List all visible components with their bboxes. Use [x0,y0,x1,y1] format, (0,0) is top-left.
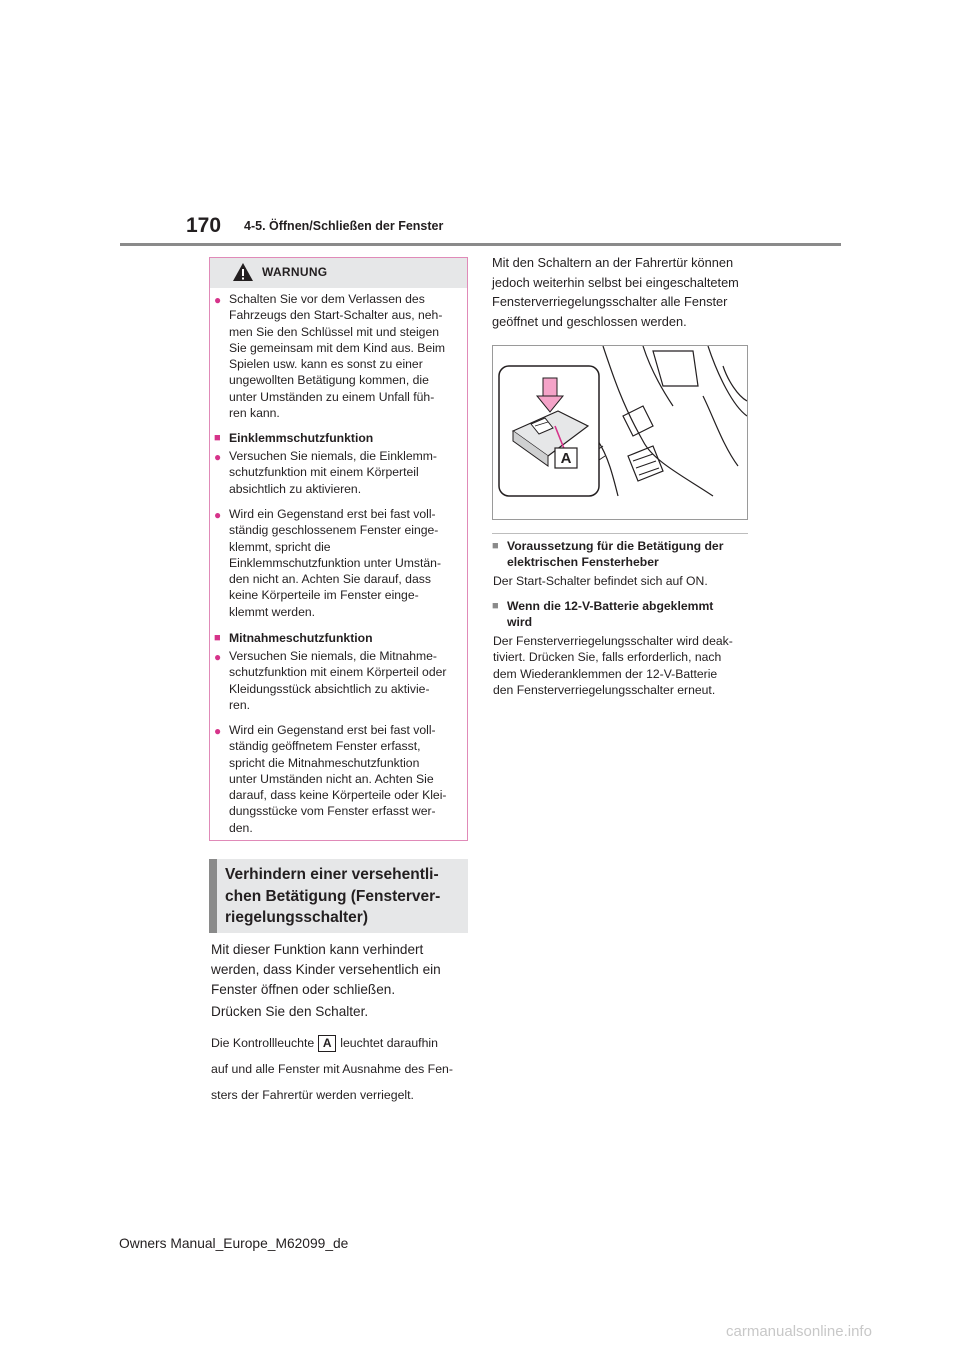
warning-bullet-2: ● Versuchen Sie niemals, die Einklemm- schutzfunktion mit einem Körperteil absichtlich zu aktivieren. [214,449,437,496]
bullet-dot-icon: ● [214,450,222,464]
section-title: 4-5. Öffnen/Schließen der Fenster [244,219,444,233]
paragraph-driver-switches: Mit den Schaltern an der Fahrertür können jedoch weiterhin selbst bei eingeschaltetem Fensterverriegelungsschalter alle Fenster geöffnet und geschlossen werden. [492,255,739,329]
figure-divider [492,533,748,534]
warning-bullet-3: ● Wird ein Gegenstand erst bei fast voll- ständig geschlossenem Fenster einge- klemmt, spricht die Einklemmschutzfunktion unter Umstän- den nicht an. Achten Sie darauf, dass keine Körperteile im Fenster einge- klemmt werden. [214,507,442,619]
paragraph-function: Mit dieser Funktion kann verhindert werden, dass Kinder versehentlich ein Fenster öffnen oder schließen. [211,942,441,997]
page-number: 170 [186,214,222,237]
header-divider [120,243,841,246]
square-bullet-icon: ■ [214,632,221,644]
door-panel-illustration [493,346,747,519]
section-heading-bar [209,859,217,933]
note-heading-requirement: ■ Voraussetzung für die Betätigung der elektrischen Fensterheber [492,539,724,570]
warning-bullet-5: ● Wird ein Gegenstand erst bei fast voll- ständig geöffnetem Fenster erfasst, spricht die Mitnahmeschutzfunktion unter Umständen nicht an. Achten Sie darauf, dass keine Körperteile oder Klei- dungsstücke vom Fenster erfasst wer- den. [214,723,447,835]
warning-heading-mitnahme: ■ Mitnahmeschutzfunktion [214,631,373,645]
warning-bullet-4: ● Versuchen Sie niemals, die Mitnahme- schutzfunktion mit einem Körperteil oder Kleidungsstück absichtlich zu aktivie- ren. [214,649,447,712]
warning-heading-einklemm: ■ Einklemmschutzfunktion [214,431,374,445]
square-bullet-icon: ■ [492,540,499,552]
watermark: carmanualsonline.info [726,1323,872,1340]
square-bullet-icon: ■ [492,600,499,612]
square-bullet-icon: ■ [214,432,221,444]
bullet-dot-icon: ● [214,293,222,307]
bullet-dot-icon: ● [214,508,222,522]
paragraph-press-switch: Drücken Sie den Schalter. [211,1004,369,1019]
note-text-battery: Der Fensterverriegelungsschalter wird deak- tiviert. Drücken Sie, falls erforderlich, nach dem Wiederanklemmen der 12-V-Batterie den Fensterverriegelungsschalter erneut. [493,634,733,697]
section-heading: Verhindern einer versehentli- chen Betätigung (Fensterver- riegelungsschalter) [225,866,441,926]
paragraph-indicator: Die Kontrollleuchte A leuchtet daraufhin auf und alle Fenster mit Ausnahme des Fen- sters der Fahrertür werden verriegelt. [211,1036,453,1102]
label-a-icon: A [318,1035,336,1052]
bullet-dot-icon: ● [214,650,222,664]
note-heading-battery: ■ Wenn die 12-V-Batterie abgeklemmt wird [492,599,714,630]
warning-triangle-icon [232,262,254,282]
window-lock-switch-figure [492,345,748,520]
warning-bullet-1: ● Schalten Sie vor dem Verlassen des Fahrzeugs den Start-Schalter aus, neh- men Sie den Schlüssel mit und steigen Sie gemeinsam mit dem Kind aus. Beim Spielen usw. kann es sonst zu einer ungewollten Betätigung kommen, die unter Umständen zu einem Unfall füh- ren kann. [214,292,446,421]
note-text-requirement: Der Start-Schalter befindet sich auf ON. [493,574,708,588]
footer-manual-id: Owners Manual_Europe_M62099_de [119,1236,349,1251]
figure-label-a: A [560,450,572,467]
bullet-dot-icon: ● [214,724,222,738]
warning-title: WARNUNG [262,265,328,279]
